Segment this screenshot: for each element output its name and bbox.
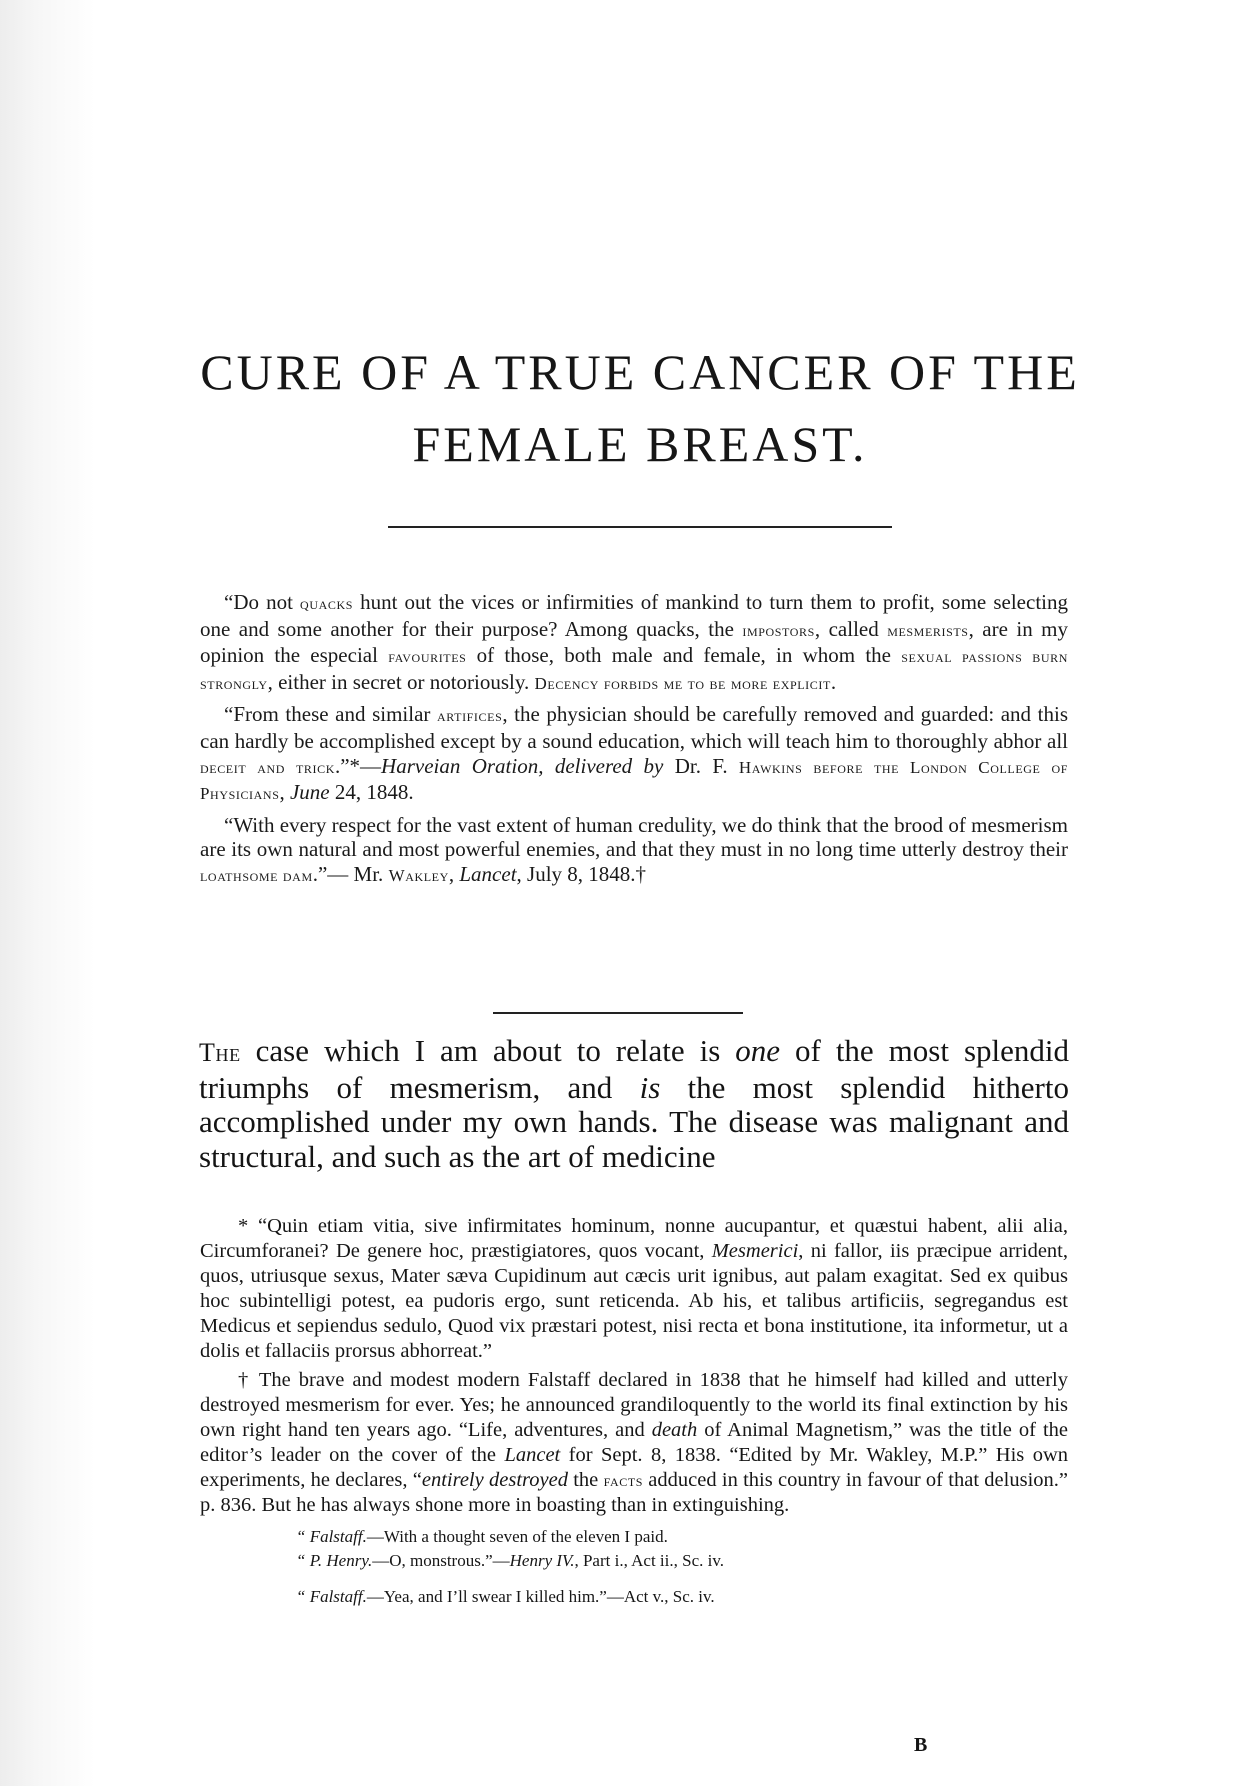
epigraph-quote-3: “With every respect for the vast extent of human credulity, we do think that the brood of mesmerism are its own natural and most powerful enemies, and that they must in no long time utterly destroy their loathsome dam.”— Mr. Wakley, Lancet, July 8, 1848.†	[200, 812, 1068, 886]
epigraph-quote-1: “Do not quacks hunt out the vices or infirmities of mankind to turn them to profit, some selecting one and some another for their purpose? Among quacks, the impostors, called mesmerists, are in my opinion the especial favourites of those, both male and female, in whom the sexual passions burn strongly, either in secret or notoriously. Decency forbids me to be more explicit.	[200, 590, 1068, 694]
footnote-dagger: † The brave and modest modern Falstaff declared in 1838 that he himself had killed and utterly destroyed mesmerism for ever. Yes; he announced grandiloquently to the world its final extinction by his own right hand ten years ago. “Life, adventures, and death of Animal Magnetism,” was the title of the editor’s leader on the cover of the Lancet for Sept. 8, 1838. “Edited by Mr. Wakley, M.P.” His own experiments, he declares, “entirely destroyed the facts adduced in this country in favour of that delusion.” p. 836. But he has always shone more in boasting than in extinguishing.	[200, 1369, 1069, 1516]
footnote-star: * “Quin etiam vitia, sive infirmitates hominum, nonne aucupantur, et quæstui habent, alii alia, Circumforanei? De genere hoc, præstigiatores, quos vocant, Mesmerici, ni fallor, iis præcipue arrident, quos, utriusque sexus, Mater sæva Cupidinum aut cæcis urit ignibus, aut palam exagitat. Sed ex quibus hoc subintelligi potest, ea pudoris ergo, sunt reticenda. Ab his, et talibus artificiis, segregandus est Medicus et sepiendus sedulo, Quod vix præstari potest, nisi recta et bona institutione, ita informetur, ut a dolis et fallaciis prorsus abhorreat.”	[200, 1215, 1068, 1362]
footnotes	[200, 1214, 1068, 1610]
quote-falstaff-2: “ Falstaff.—Yea, and I’ll swear I killed him.”—Act v., Sc. iv.	[296, 1587, 715, 1606]
quote-henry: “ P. Henry.—O, monstrous.”—Henry IV., Part i., Act ii., Sc. iv.	[296, 1551, 724, 1570]
title-line-1: CURE OF A TRUE CANCER OF THE	[200, 344, 1080, 400]
signature-mark: B	[914, 1734, 928, 1756]
body-paragraph: The case which I am about to relate is one of the most splendid triumphs of mesmerism, and is the most splendid hitherto accomplished under my own hands. The disease was malignant and structural, and such as the art of medicine	[199, 1033, 1069, 1174]
falstaff-quotes	[200, 1526, 1068, 1608]
body-text	[199, 1034, 1069, 1174]
epigraph-divider	[493, 1012, 743, 1014]
quote-falstaff-1: “ Falstaff.—With a thought seven of the eleven I paid.	[296, 1527, 668, 1546]
title-line-2: FEMALE BREAST.	[412, 416, 868, 472]
epigraph	[200, 590, 1068, 895]
epigraph-quote-2: “From these and similar artifices, the physician should be carefully removed and guarded: and this can hardly be accomplished except by a sound education, which will teach him to thoroughly abhor all deceit and trick.”*—Harveian Oration, delivered by Dr. F. Hawkins before the London College of Physicians, June 24, 1848.	[200, 702, 1068, 805]
page-title	[200, 336, 1080, 480]
title-divider	[388, 526, 892, 528]
